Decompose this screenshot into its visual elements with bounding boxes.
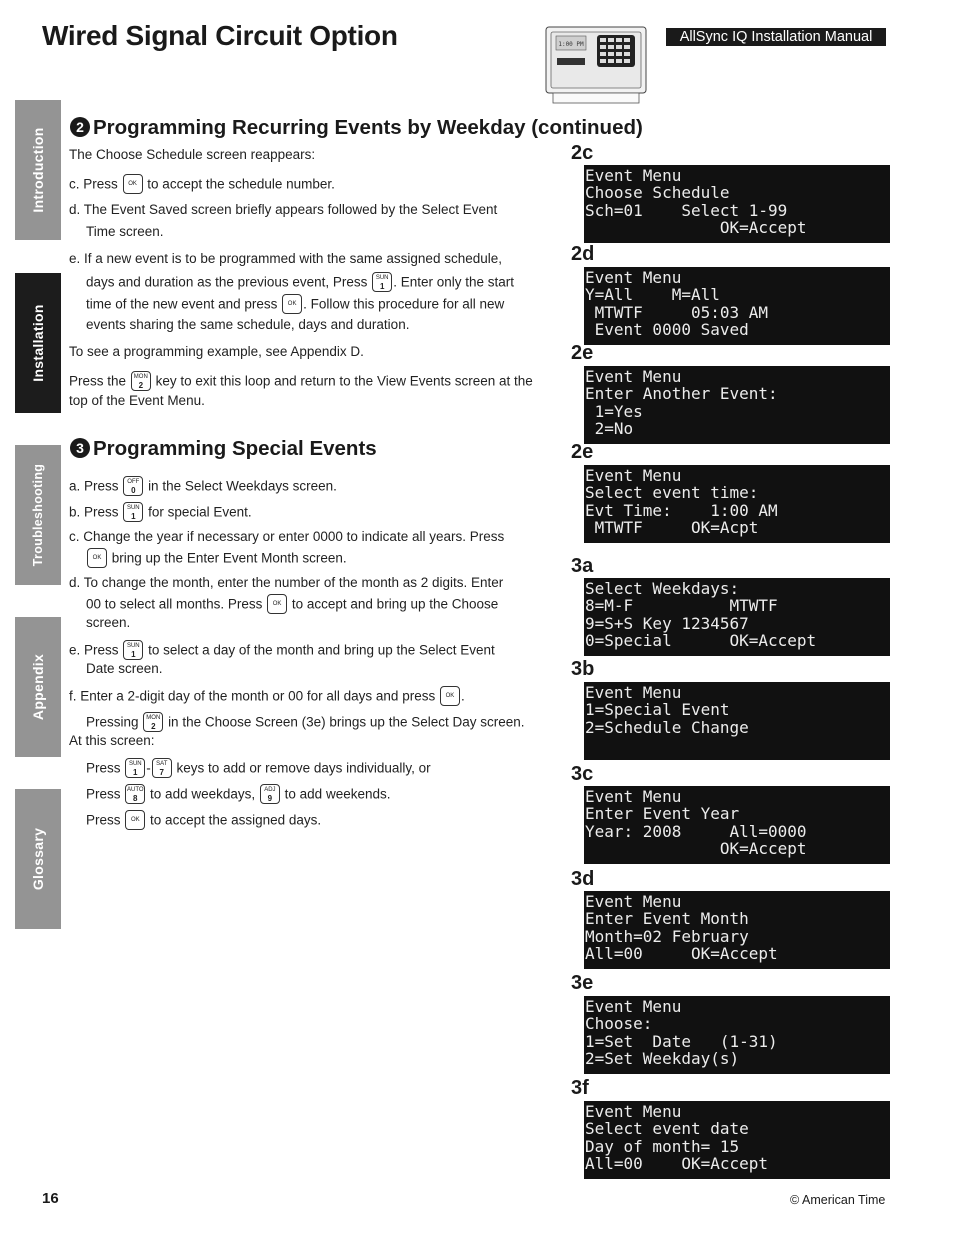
page-title: Wired Signal Circuit Option [42,20,398,51]
sun-1-key: SUN 1 [125,758,145,778]
step-c: c. Change the year if necessary or enter 0000 to indicate all years. Press [69,529,505,544]
step-d: d. The Event Saved screen briefly appears followed by the Select Event [69,202,498,217]
page-number: 16 [42,1190,59,1207]
screen-label: 3f [571,1077,589,1099]
tab-label: Troubleshooting [31,463,45,567]
screen-label: 3d [571,868,595,890]
step-e-cont: days and duration as the previous event, Press SUN 1 . Enter only the start [86,273,514,293]
screen-label: 2e [571,441,594,463]
tab-label: Introduction [30,127,46,213]
device-illustration [545,24,647,104]
lcd-screen: Event Menu Choose: 1=Set Date (1-31) 2=Set Weekday(s) [584,996,890,1074]
screen-label: 2d [571,243,595,265]
lcd-screen: Event Menu Choose Schedule Sch=01 Select 1-99 OK=Accept [584,165,890,243]
screen-label: 2e [571,342,594,364]
body-text: Press the MON 2 key to exit this loop and return to the View Events screen at the [69,372,533,392]
section-number: 2 [70,117,90,137]
mon-2-key: MON 2 [143,712,163,732]
copyright: © American Time [790,1193,886,1207]
sun-1-key: SUN 1 [372,272,392,292]
step-e: e. If a new event is to be programmed with the same assigned schedule, [69,251,502,266]
lcd-screen: Select Weekdays: 8=M-F MTWTF 9=S+S Key 1234567 0=Special OK=Accept [584,578,890,656]
device-display: 1:00 PM [558,41,584,48]
ok-key: OK [87,548,107,568]
sun-1-key: SUN 1 [123,640,143,660]
step-e-cont: time of the new event and press OK . Follow this procedure for all new [86,295,504,315]
body-text: The Choose Schedule screen reappears: [69,147,316,162]
step-f: f. Enter a 2-digit day of the month or 00 for all days and press OK . [69,687,465,707]
step-d: d. To change the month, enter the number of the month as 2 digits. Enter [69,575,504,590]
step-a: a. Press OFF 0 in the Select Weekdays screen. [69,477,337,497]
step-c: c. Press OK to accept the schedule number. [69,175,335,195]
tab-troubleshooting[interactable] [15,445,61,585]
tab-appendix[interactable] [15,617,61,757]
tab-introduction[interactable] [15,100,61,240]
section-heading [70,116,643,140]
body-text: top of the Event Menu. [69,393,205,408]
screen-label: 3c [571,763,594,785]
screen-label: 3e [571,972,594,994]
section-heading [70,437,377,461]
auto-8-key: AUTO 8 [125,784,145,804]
step-e-cont: Date screen. [86,661,163,676]
ok-key: OK [125,810,145,830]
instruction-line: Press SUN 1 - SAT 7 keys to add or remove days individually, or [86,759,431,779]
tab-glossary[interactable] [15,789,61,929]
instruction-line: Press AUTO 8 to add weekdays, ADJ 9 to add weekends. [86,785,390,805]
step-d-cont: 00 to select all months. Press OK to accept and bring up the Choose [86,595,498,615]
step-c-cont: OK bring up the Enter Event Month screen. [86,549,347,569]
tab-label: Installation [30,304,46,382]
instruction-line: Press OK to accept the assigned days. [86,811,321,831]
lcd-screen: Event Menu Select event time: Evt Time: 1:00 AM MTWTF OK=Acpt [584,465,890,543]
lcd-screen: Event Menu Enter Event Month Month=02 February All=00 OK=Accept [584,891,890,969]
lcd-screen: Event Menu Select event date Day of month= 15 All=00 OK=Accept [584,1101,890,1179]
tab-installation[interactable] [15,273,61,413]
step-e: e. Press SUN 1 to select a day of the month and bring up the Select Event [69,641,495,661]
step-f-cont: Pressing MON 2 in the Choose Screen (3e) brings up the Select Day screen. [86,713,525,733]
step-b: b. Press SUN 1 for special Event. [69,503,252,523]
section-number: 3 [70,438,90,458]
screen-label: 3a [571,555,594,577]
section-title: Programming Recurring Events by Weekday (continued) [93,116,643,139]
body-text: At this screen: [69,733,155,748]
ok-key: OK [267,594,287,614]
body-text: To see a programming example, see Appendix D. [69,344,364,359]
lcd-screen: Event Menu Enter Event Year Year: 2008 All=0000 OK=Accept [584,786,890,864]
manual-name-banner: AllSync IQ Installation Manual [666,28,886,46]
tab-label: Appendix [30,653,46,721]
sat-7-key: SAT 7 [152,758,172,778]
step-e-cont: events sharing the same schedule, days and duration. [86,317,410,332]
screen-label: 3b [571,658,595,680]
tab-label: Glossary [30,827,46,891]
step-d-cont: screen. [86,615,131,630]
ok-key: OK [123,174,143,194]
off-0-key: OFF 0 [123,476,143,496]
lcd-screen: Event Menu Enter Another Event: 1=Yes 2=No [584,366,890,444]
step-d-cont: Time screen. [86,224,164,239]
section-title: Programming Special Events [93,437,377,460]
lcd-screen: Event Menu Y=All M=All MTWTF 05:03 AM Event 0000 Saved [584,267,890,345]
screen-label: 2c [571,142,594,164]
ok-key: OK [282,294,302,314]
lcd-screen: Event Menu 1=Special Event 2=Schedule Change [584,682,890,760]
ok-key: OK [440,686,460,706]
sun-1-key: SUN 1 [123,502,143,522]
mon-2-key: MON 2 [131,371,151,391]
adj-9-key: ADJ 9 [260,784,280,804]
